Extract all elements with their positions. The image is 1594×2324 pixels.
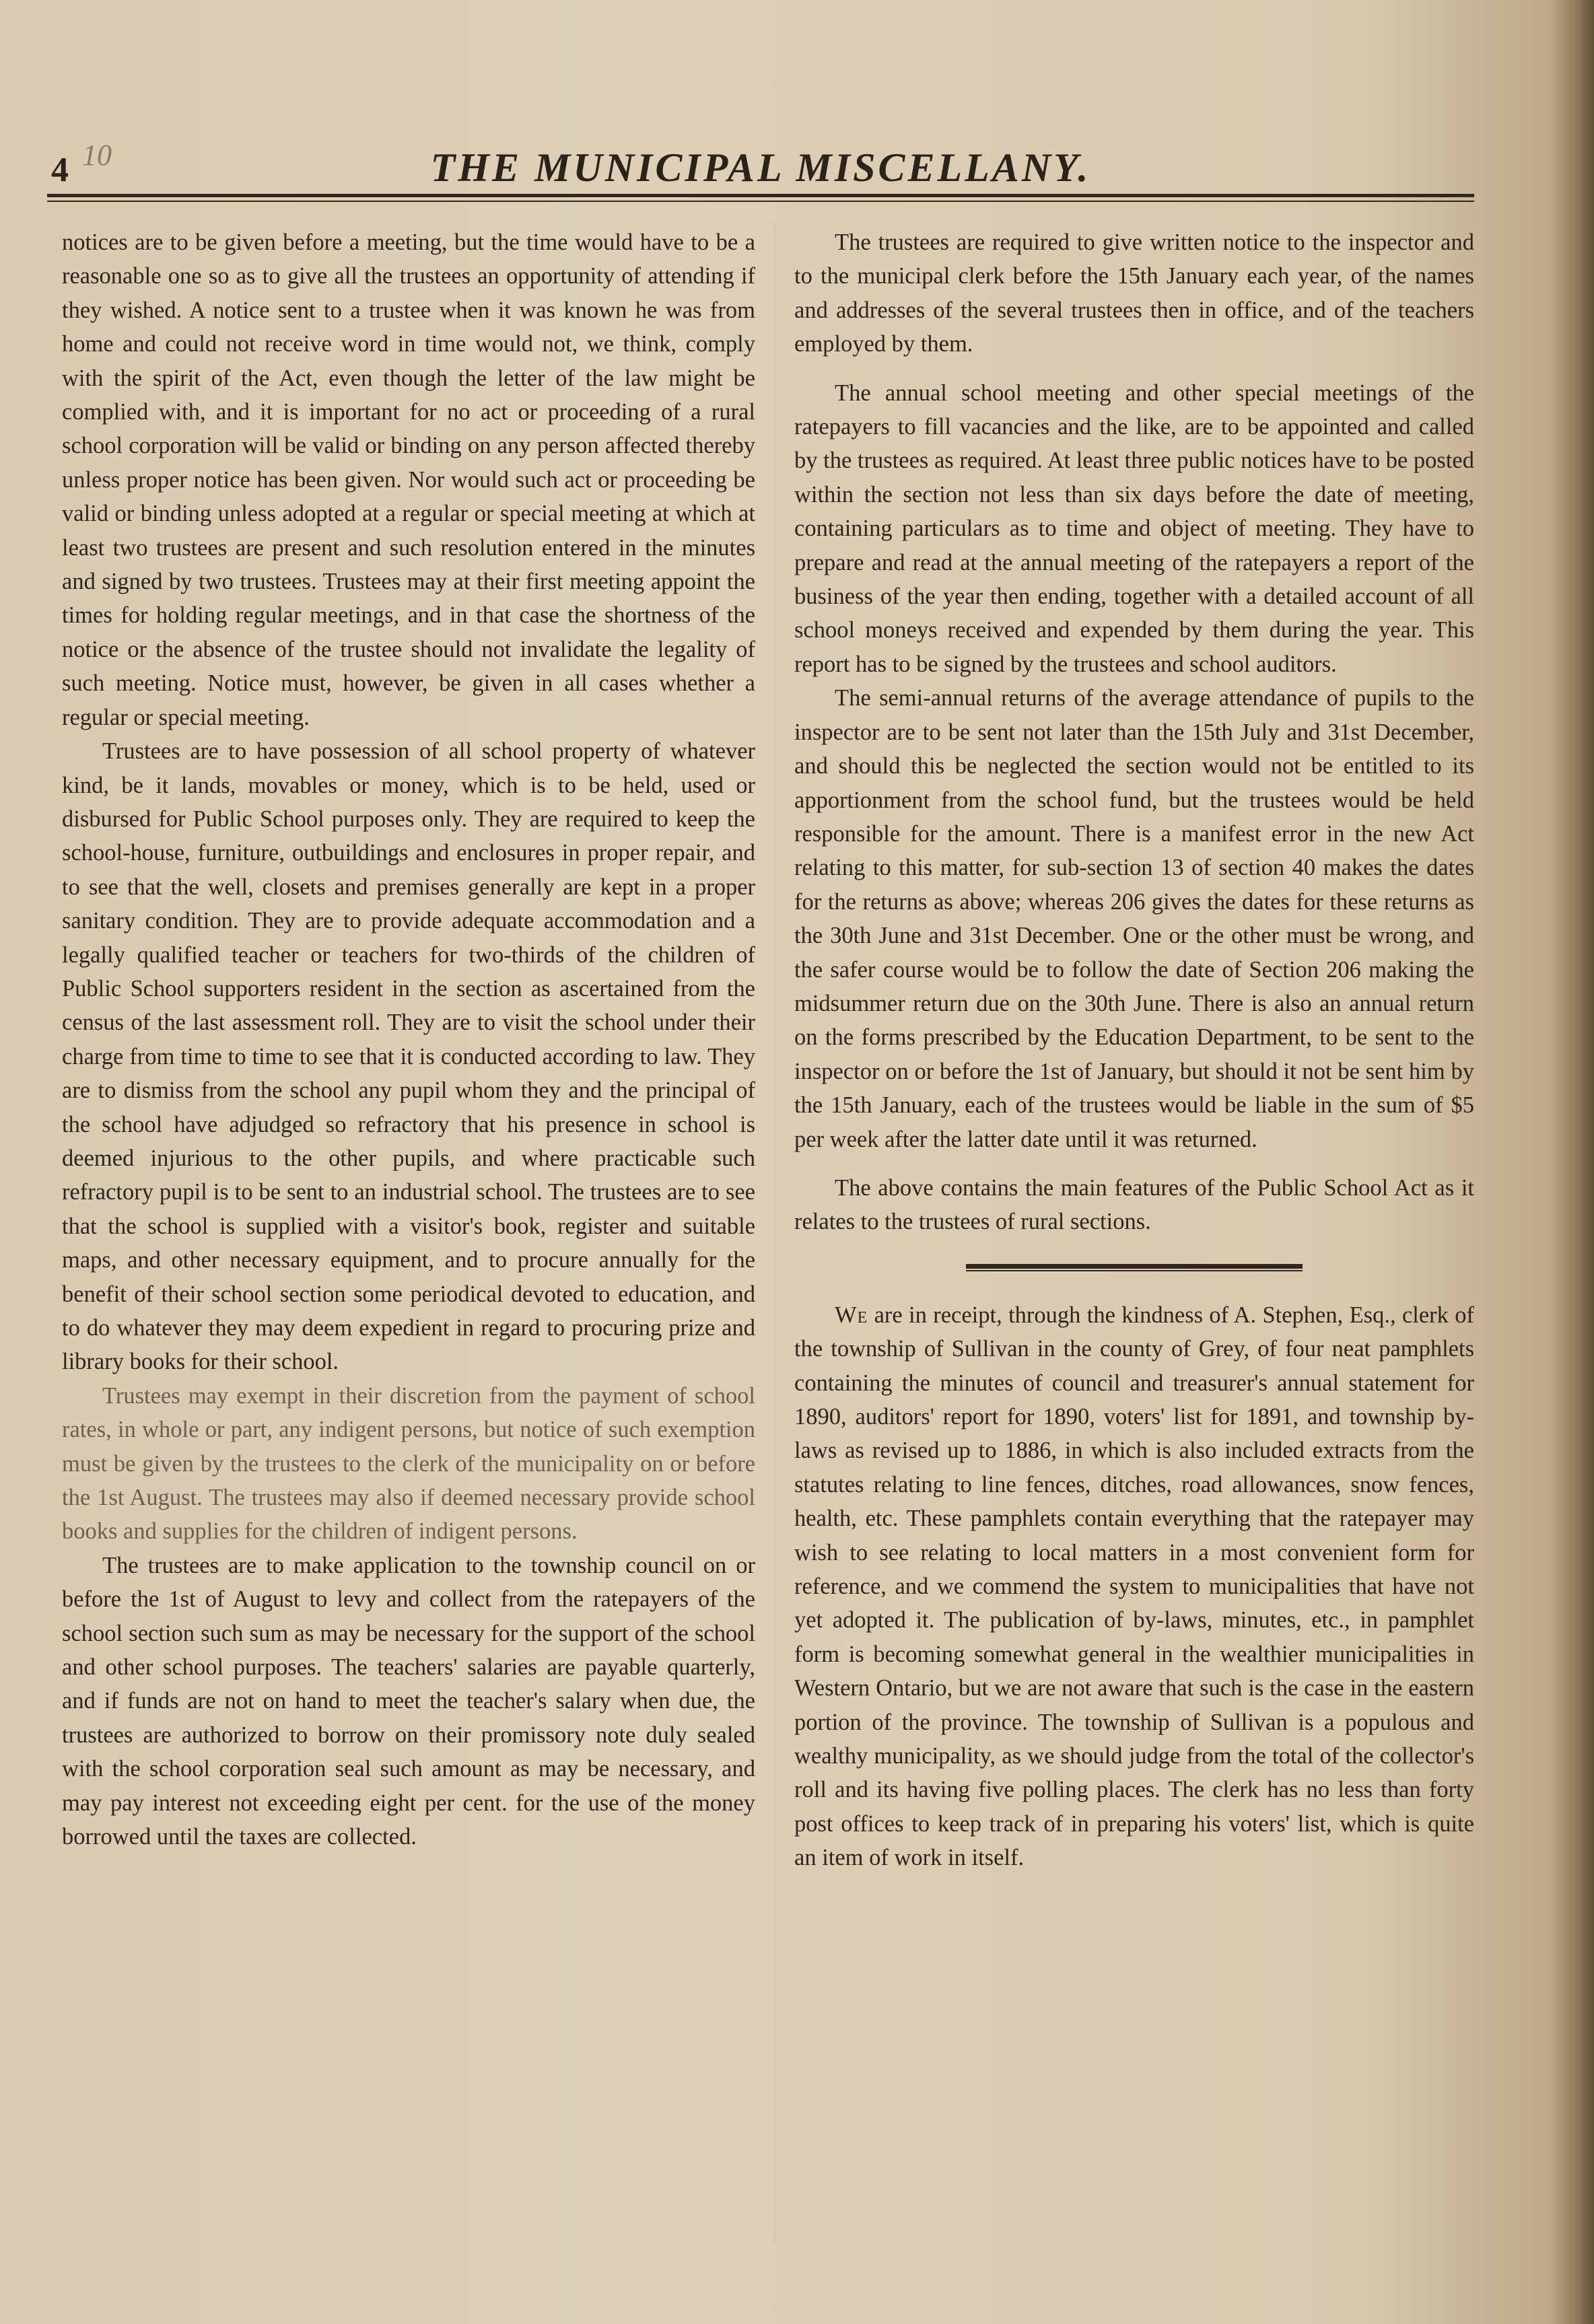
page-header	[47, 138, 1474, 192]
right-paragraph-3: The semi-annual returns of the average attendance of pupils to the inspector are to be sent not later than the 15th July and 31st December, and should this be neglected the section would not be entitled to its apportionment from the school fund, but the trustees would be held responsible for the amount. There is a manifest error in the new Act relating to this matter, for sub-section 13 of section 40 makes the dates for the returns as above; whereas 206 gives the dates for these returns as the 30th June and 31st December. One or the other must be wrong, and the safer course would be to follow the date of Section 206 making the midsummer return due on the 30th June. There is also an annual return on the forms prescribed by the Education Department, to be sent to the inspector on or before the 1st of January, but should it not be sent him by the 15th January, each of the trustees would be liable in the sum of $5 per week after the latter date until it was returned.	[794, 685, 1474, 1152]
page-number: 4	[51, 151, 69, 189]
header-rule-thin	[47, 201, 1474, 202]
right-paragraph-1: The trustees are required to give written notice to the inspector and to the municipal clerk before the 15th January each year, of the names and addresses of the several trustees then in office, and of the teachers employed by them.	[794, 230, 1474, 357]
binding-edge-shadow	[1554, 0, 1594, 2324]
article-body: are in receipt, through the kindness of A. Stephen, Esq., clerk of the township of Sullivan in the county of Grey, of four neat pamphlets containing the minutes of council and treasurer's annual statement for 1890, auditors' report for 1890, voters' list for 1891, and township by-laws as revised up to 1886, in which is also included extracts from the statutes relating to line fences, ditches, road allowances, snow fences, health, etc. These pamphlets contain everything that the ratepayer may wish to see relating to local matters in a most convenient form for reference, and we commend the system to municipalities that have not yet adopted it. The publication of by-laws, minutes, etc., in pamphlet form is becoming somewhat general in the wealthier municipalities in Western Ontario, but we are not aware that such is the case in the eastern portion of the province. The township of Sullivan is a populous and wealthy municipality, as we should judge from the total of the collector's roll and its having five polling places. The clerk has no less than forty post offices to keep track of in preparing his voters' list, which is quite an item of work in itself.	[794, 1302, 1474, 1871]
header-rule-thick	[47, 194, 1474, 197]
left-paragraph-4: The trustees are to make application to the township council on or before the 1st of August to levy and collect from the ratepayers of the school section such sum as may be necessary for the support of the school and other school purposes. The teachers' salaries are payable quarterly, and if funds are not on hand to meet the teacher's salary when due, the trustees are authorized to borrow on their promissory note duly sealed with the school corporation seal such amount as may be necessary, and may pay interest not exceeding eight per cent. for the use of the money borrowed until the taxes are collected.	[62, 1552, 755, 1850]
article-lead-in: We	[835, 1302, 868, 1328]
left-paragraph-1: notices are to be given before a meeting, but the time would have to be a reasonable one so as to give all the trustees an opportunity of attending if they wished. A notice sent to a trustee when it was known he was from home and could not receive word in time would not, we think, comply with the spirit of the Act, even though the letter of the law might be complied with, and it is important for no act or proceeding of a rural school corporation will be valid or binding on any person affected thereby unless proper notice has been given. Nor would such act or proceeding be valid or binding unless adopted at a regular or special meeting at which at least two trustees are present and such resolution entered in the minutes and signed by two trustees. Trustees may at their first meeting appoint the times for holding regular meetings, and in that case the shortness of the notice or the absence of the trustee should not invalidate the legality of such meeting. Notice must, however, be given in all cases whether a regular or special meeting.	[62, 230, 755, 730]
column-divider	[774, 222, 775, 2241]
left-paragraph-3: Trustees may exempt in their discretion from the payment of school rates, in whole or part, any indigent persons, but notice of such exemption must be given by the trustees to the clerk of the municipality on or before the 1st August. The trustees may also if deemed necessary provide school books and supplies for the children of indigent persons.	[62, 1382, 755, 1545]
pamphlets-article	[794, 1298, 1474, 1875]
right-column	[794, 225, 1474, 1875]
right-paragraph-2: The annual school meeting and other special meetings of the ratepayers to fill vacancies and the like, are to be appointed and called by the trustees as required. At least three public notices have to be posted within the section not less than six days before the date of meeting, containing particulars as to time and object of meeting. They have to prepare and read at the annual meeting of the ratepayers a report of the business of the year then ending, together with a detailed account of all school moneys received and expended by them during the year. This report has to be signed by the trustees and school auditors.	[794, 380, 1474, 677]
section-divider-ornament	[966, 1262, 1303, 1271]
right-paragraph-4: The above contains the main features of the Public School Act as it relates to the trustees of rural sections.	[794, 1174, 1474, 1235]
left-column	[62, 225, 755, 1854]
left-paragraph-2: Trustees are to have possession of all school property of whatever kind, be it lands, movables or money, which is to be held, used or disbursed for Public School purposes only. They are required to keep the school-house, furniture, outbuildings and enclosures in proper repair, and to see that the well, closets and premises generally are kept in a proper sanitary condition. They are to provide adequate accommodation and a legally qualified teacher or teachers for two-thirds of the children of Public School supporters resident in the section as ascertained from the census of the last assessment roll. They are to visit the school under their charge from time to time to see that it is conducted according to law. They are to dismiss from the school any pupil whom they and the principal of the school have adjudged so refractory that his presence in school is deemed injurious to the other pupils, and where practicable such refractory pupil is to be sent to an industrial school. The trustees are to see that the school is supplied with a visitor's book, register and suitable maps, and other necessary equipment, and to procure annually for the benefit of their school section some periodical devoted to education, and to do whatever they may deem expedient in regard to procuring prize and library books for their school.	[62, 738, 755, 1375]
handwritten-page-mark: 10	[82, 139, 112, 172]
running-head-title: THE MUNICIPAL MISCELLANY.	[430, 145, 1091, 190]
